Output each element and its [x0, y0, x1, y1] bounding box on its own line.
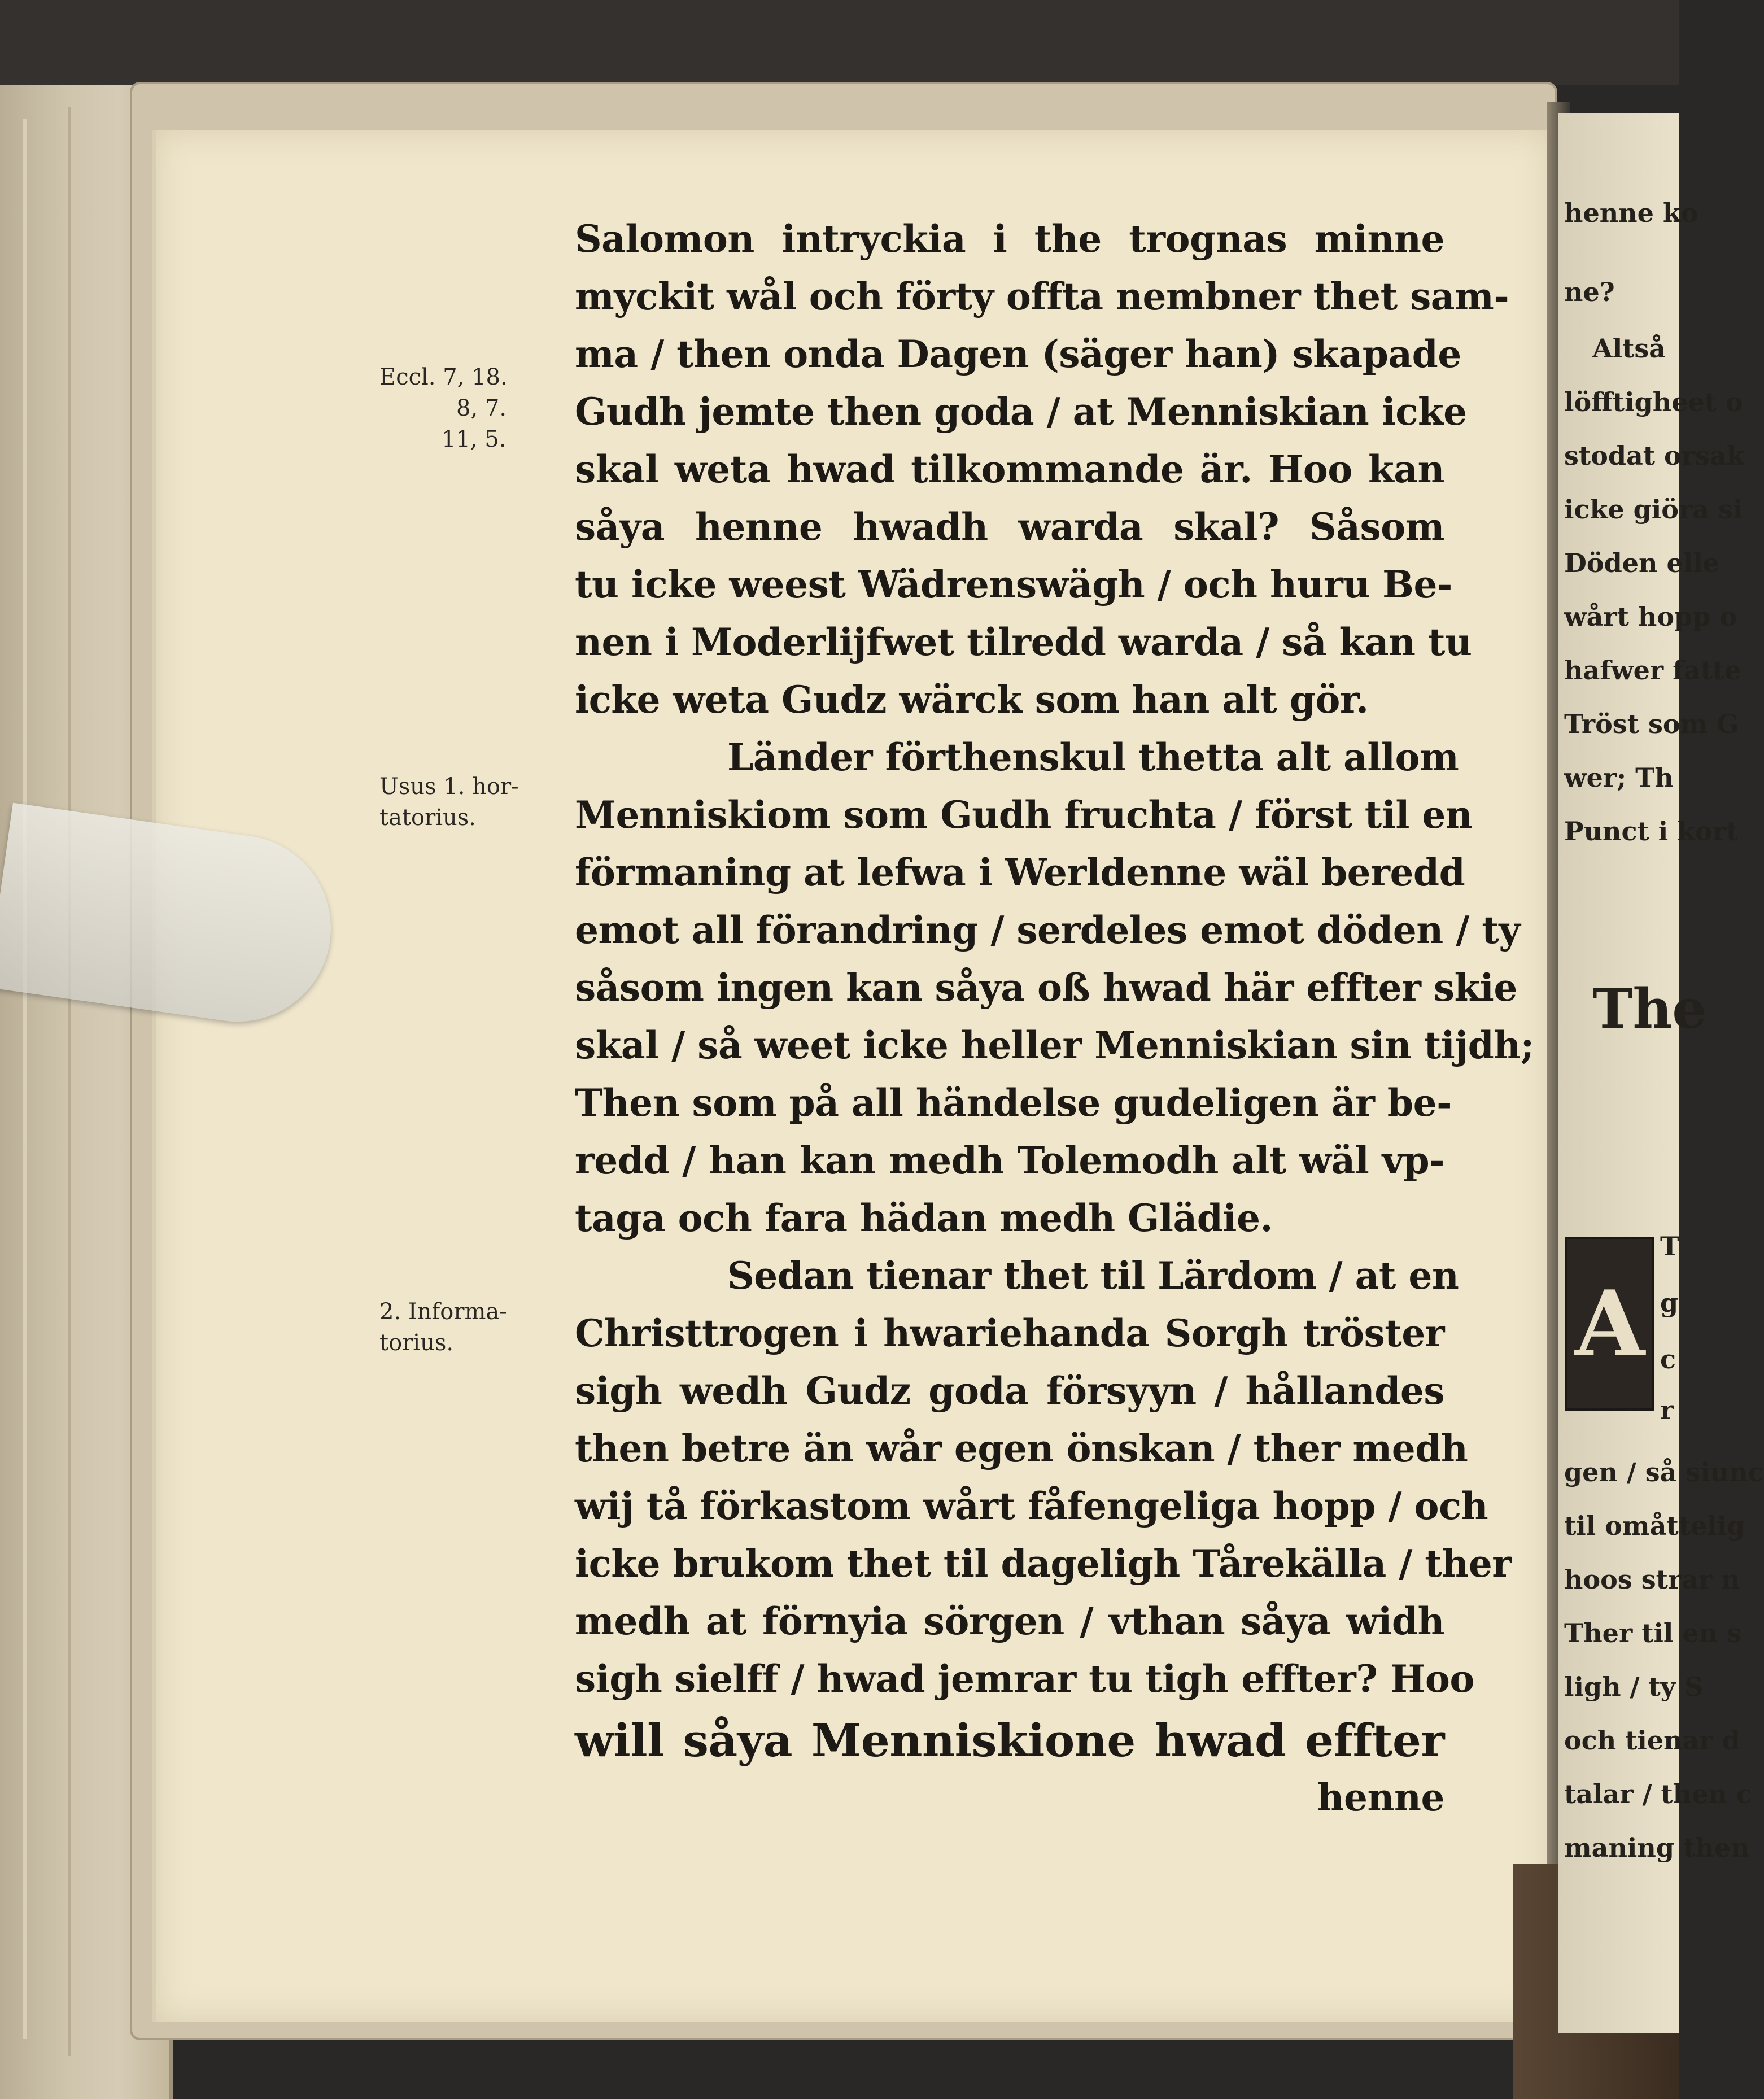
page-edge [23, 119, 27, 2039]
facing-line: til omåttelig [1564, 1511, 1745, 1541]
text-line: sigh sielff / hwad jemrar tu tigh effter? Hoo [575, 1657, 1474, 1701]
facing-line: ligh / ty S [1564, 1672, 1704, 1702]
text-line: Länder förthenskul thetta alt allom [727, 735, 1459, 779]
margin-note-reference: 8, 7. [456, 395, 507, 421]
text-line: nen i Moderlijfwet tilredd warda / så kan tu [575, 620, 1472, 664]
facing-line: Punct i kort [1564, 816, 1739, 846]
facing-line: stodat orsak [1564, 440, 1745, 471]
facing-line: talar / then c [1564, 1779, 1752, 1809]
text-line: sigh wedh Gudz goda försyyn / hållandes [575, 1369, 1444, 1413]
facing-line: ne? [1564, 277, 1615, 307]
text-line: Sedan tienar thet til Lärdom / at en [727, 1254, 1459, 1298]
margin-note-usus: tatorius. [379, 805, 476, 831]
facing-line: gen / så siunc [1564, 1457, 1764, 1487]
text-line: såsom ingen kan såya oß hwad här effter skie [575, 966, 1517, 1010]
text-line: icke brukom thet til dageligh Tårekälla / ther [575, 1542, 1512, 1586]
text-line: Menniskiom som Gudh fruchta / först til en [575, 793, 1473, 837]
facing-line: och tienar d [1564, 1725, 1740, 1756]
margin-note-reference: 11, 5. [442, 426, 507, 452]
text-line: myckit wål och förty offta nembner thet sam- [575, 274, 1509, 318]
facing-line: Tröst som G [1564, 709, 1739, 739]
facing-line: Ther til en s [1564, 1618, 1742, 1648]
text-line: Then som på all händelse gudeligen är be- [575, 1081, 1452, 1125]
page-edge [68, 107, 71, 2056]
facing-line: icke giöra si [1564, 494, 1743, 525]
margin-note-reference: Eccl. 7, 18. [379, 364, 508, 390]
text-line: wij tå förkastom wårt fåfengeliga hopp / och [575, 1484, 1488, 1528]
facing-line: Döden elle [1564, 548, 1719, 578]
facing-line: T [1660, 1231, 1680, 1262]
facing-line: maning then [1564, 1832, 1750, 1863]
facing-line: löfftigheet o [1564, 387, 1743, 417]
catchword: henne [1317, 1775, 1444, 1819]
facing-line: r [1660, 1395, 1674, 1425]
facing-line: c [1660, 1344, 1676, 1374]
facing-line: wårt hopp o [1564, 601, 1737, 632]
facing-line: hoos strar n [1564, 1564, 1740, 1595]
text-line: skal weta hwad tilkommande är. Hoo kan [575, 447, 1444, 491]
text-line: Gudh jemte then goda / at Menniskian icke [575, 390, 1467, 434]
text-line: medh at förnyia sörgen / vthan såya widh [575, 1599, 1444, 1643]
text-line: såya henne hwadh warda skal? Såsom [575, 505, 1444, 549]
text-line: redd / han kan medh Tolemodh alt wäl vp- [575, 1138, 1444, 1182]
background [0, 0, 1679, 85]
facing-line: g [1660, 1288, 1679, 1318]
facing-page [1558, 113, 1764, 2033]
facing-heading: The [1592, 977, 1707, 1041]
text-line: tu icke weest Wädrenswägh / och huru Be- [575, 562, 1452, 606]
facing-line: wer; Th [1564, 762, 1674, 793]
text-line: icke weta Gudz wärck som han alt gör. [575, 678, 1369, 722]
facing-line: Altså [1592, 333, 1666, 364]
text-line: Salomon intryckia i the trognas minne [575, 217, 1444, 261]
text-line: taga och fara hädan medh Glädie. [575, 1196, 1273, 1240]
text-line: Christtrogen i hwariehanda Sorgh tröster [575, 1311, 1444, 1355]
text-line: ma / then onda Dagen (säger han) skapade [575, 332, 1461, 376]
margin-note-usus: Usus 1. hor- [379, 774, 519, 800]
text-line: skal / så weet icke heller Menniskian sin tijdh; [575, 1023, 1534, 1067]
margin-note-usus: 2. Informa- [379, 1299, 507, 1325]
text-line: then betre än wår egen önskan / ther medh [575, 1426, 1468, 1470]
drop-cap-initial: A [1565, 1237, 1654, 1411]
facing-line: hafwer fatte [1564, 655, 1741, 686]
text-line: emot all förandring / serdeles emot döden / ty [575, 908, 1521, 952]
text-line: will såya Menniskione hwad effter [575, 1714, 1444, 1767]
text-line: förmaning at lefwa i Werldenne wäl beredd [575, 850, 1465, 894]
margin-note-usus: torius. [379, 1330, 454, 1356]
facing-line: henne ko [1564, 198, 1698, 228]
